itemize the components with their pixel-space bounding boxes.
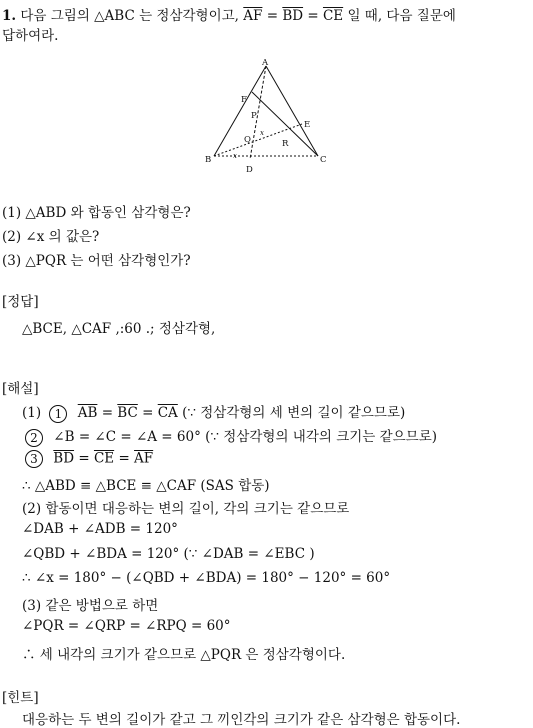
solution-step-5: (2) 합동이면 대응하는 변의 길이, 각의 크기는 같으므로 <box>22 501 350 517</box>
problem-stem-part1: 다음 그림의 △ABC 는 정삼각형이고, <box>20 8 239 24</box>
triangle-figure <box>196 56 336 176</box>
label-e: E <box>304 120 311 130</box>
equals-sign: = <box>266 8 279 24</box>
segment-ce: $\overline{CE}$ <box>322 8 344 24</box>
label-c: C <box>320 155 327 165</box>
question-3: (3) △PQR 는 어떤 삼각형인가? <box>2 253 191 269</box>
label-d: D <box>246 165 253 175</box>
solution-step-9: (3) 같은 방법으로 하면 <box>22 598 159 614</box>
side-ac <box>266 66 318 156</box>
segment-ca: $\overline{CA}$ <box>157 405 178 421</box>
solution-step-11: ∴ 세 내각의 크기가 같으므로 △PQR 은 정삼각형이다. <box>22 647 346 663</box>
segment-bd: $\overline{BD}$ <box>53 450 75 467</box>
label-angle-x: x <box>233 152 237 160</box>
problem-statement-line1 <box>2 4 456 24</box>
segment-af: $\overline{AF}$ <box>243 8 263 24</box>
segment-bd: $\overline{BD}$ <box>282 8 304 24</box>
circled-number-2: 2 <box>25 429 43 447</box>
problem-statement-line2: 답하여라. <box>2 28 59 44</box>
label-b: B <box>205 155 212 165</box>
hint-heading: [힌트] <box>2 690 39 706</box>
solution-step-3 <box>22 450 153 468</box>
segment-ce: $\overline{CE}$ <box>93 450 115 467</box>
step-text: ∠B = ∠C = ∠A = 60° (∵ 정삼각형의 내각의 크기는 같으므로) <box>53 429 438 445</box>
cevian-be <box>214 124 302 156</box>
answer-heading: [정답] <box>2 294 39 310</box>
answer-text: △BCE, △CAF ,:60 .; 정삼각형, <box>22 321 216 337</box>
step-reason: (∵ 정삼각형의 세 변의 길이 같으므로) <box>182 405 406 421</box>
equals-sign: = <box>101 405 113 421</box>
equals-sign: = <box>307 8 319 24</box>
equals-sign: = <box>142 405 154 421</box>
problem-number: 1. <box>2 8 17 24</box>
circled-number-1: 1 <box>49 405 67 423</box>
solution-step-2 <box>22 425 437 447</box>
label-p: P <box>251 111 257 121</box>
solution-heading: [해설] <box>2 381 39 397</box>
solution-step-8: ∴ ∠x = 180° − (∠QBD + ∠BDA) = 180° − 120° = 60° <box>22 570 391 586</box>
solution-step-10: ∠PQR = ∠QRP = ∠RPQ = 60° <box>22 618 231 634</box>
segment-ab: $\overline{AB}$ <box>77 405 98 421</box>
label-angle-x: x <box>260 129 264 137</box>
solution-step-7: ∠QBD + ∠BDA = 120° (∵ ∠DAB = ∠EBC ) <box>22 546 315 562</box>
problem-stem-part2: 일 때, 다음 질문에 <box>347 8 456 24</box>
question-1: (1) △ABD 와 합동인 삼각형은? <box>2 205 191 221</box>
equals-sign: = <box>78 450 90 467</box>
question-2: (2) ∠x 의 값은? <box>2 229 100 245</box>
segment-bc: $\overline{BC}$ <box>117 405 138 421</box>
solution-step-6: ∠DAB + ∠ADB = 120° <box>22 521 178 537</box>
label-a: A <box>262 58 269 68</box>
label-r: R <box>282 139 289 149</box>
circled-number-3: 3 <box>25 450 43 468</box>
segment-af: $\overline{AF}$ <box>134 450 154 467</box>
hint-text: 대응하는 두 변의 길이가 같고 그 끼인각의 크기가 같은 삼각형은 합동이다. <box>22 712 461 728</box>
label-f: F <box>241 95 247 105</box>
equals-sign: = <box>118 450 130 467</box>
label-q: Q <box>244 135 251 145</box>
step-prefix: (1) <box>22 405 42 421</box>
solution-step-4: ∴ △ABD ≡ △BCE ≡ △CAF (SAS 합동) <box>22 478 270 494</box>
solution-step-1 <box>22 401 405 423</box>
